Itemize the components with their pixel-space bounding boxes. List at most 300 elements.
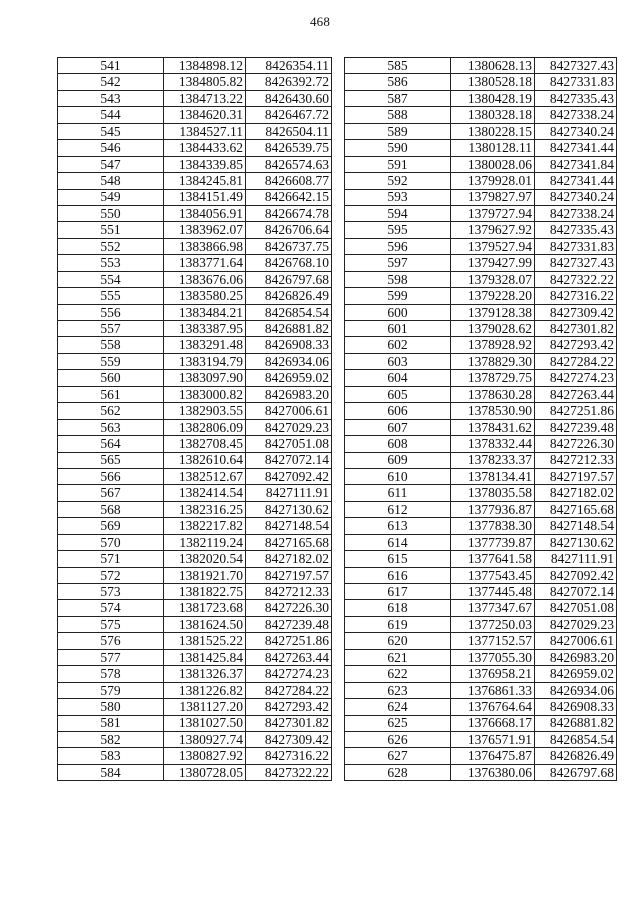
table-row bbox=[345, 288, 617, 304]
point-number-cell: 627 bbox=[345, 748, 451, 764]
point-number-cell: 589 bbox=[345, 123, 451, 139]
table-row bbox=[58, 567, 332, 583]
x-coordinate-cell: 1377543.45 bbox=[451, 567, 535, 583]
table-row bbox=[58, 156, 332, 172]
table-row bbox=[58, 715, 332, 731]
y-coordinate-cell: 8426504.11 bbox=[246, 123, 332, 139]
point-number-cell: 552 bbox=[58, 238, 164, 254]
table-row bbox=[58, 386, 332, 402]
x-coordinate-cell: 1382217.82 bbox=[164, 518, 246, 534]
point-number-cell: 563 bbox=[58, 419, 164, 435]
y-coordinate-cell: 8427322.22 bbox=[246, 764, 332, 780]
point-number-cell: 571 bbox=[58, 551, 164, 567]
y-coordinate-cell: 8427284.22 bbox=[535, 353, 617, 369]
point-number-cell: 570 bbox=[58, 534, 164, 550]
point-number-cell: 612 bbox=[345, 501, 451, 517]
point-number-cell: 555 bbox=[58, 288, 164, 304]
table-row bbox=[345, 649, 617, 665]
x-coordinate-cell: 1379827.97 bbox=[451, 189, 535, 205]
y-coordinate-cell: 8426797.68 bbox=[535, 764, 617, 780]
x-coordinate-cell: 1383771.64 bbox=[164, 255, 246, 271]
table-row bbox=[58, 551, 332, 567]
x-coordinate-cell: 1377445.48 bbox=[451, 584, 535, 600]
x-coordinate-cell: 1383580.25 bbox=[164, 288, 246, 304]
point-number-cell: 566 bbox=[58, 468, 164, 484]
y-coordinate-cell: 8427316.22 bbox=[246, 748, 332, 764]
point-number-cell: 542 bbox=[58, 74, 164, 90]
point-number-cell: 544 bbox=[58, 107, 164, 123]
table-row bbox=[345, 764, 617, 780]
table-row bbox=[58, 633, 332, 649]
y-coordinate-cell: 8427322.22 bbox=[535, 271, 617, 287]
point-number-cell: 598 bbox=[345, 271, 451, 287]
table-row bbox=[58, 90, 332, 106]
table-row bbox=[58, 255, 332, 271]
table-row bbox=[58, 304, 332, 320]
point-number-cell: 585 bbox=[345, 58, 451, 74]
x-coordinate-cell: 1376861.33 bbox=[451, 682, 535, 698]
y-coordinate-cell: 8426539.75 bbox=[246, 140, 332, 156]
y-coordinate-cell: 8427072.14 bbox=[246, 452, 332, 468]
table-row bbox=[345, 534, 617, 550]
table-row bbox=[345, 140, 617, 156]
y-coordinate-cell: 8427182.02 bbox=[246, 551, 332, 567]
point-number-cell: 626 bbox=[345, 731, 451, 747]
x-coordinate-cell: 1383000.82 bbox=[164, 386, 246, 402]
y-coordinate-cell: 8427006.61 bbox=[246, 403, 332, 419]
table-row bbox=[345, 353, 617, 369]
y-coordinate-cell: 8427239.48 bbox=[246, 616, 332, 632]
table-row bbox=[345, 633, 617, 649]
x-coordinate-cell: 1378035.58 bbox=[451, 485, 535, 501]
y-coordinate-cell: 8426908.33 bbox=[246, 337, 332, 353]
y-coordinate-cell: 8427226.30 bbox=[535, 436, 617, 452]
x-coordinate-cell: 1376958.21 bbox=[451, 666, 535, 682]
point-number-cell: 574 bbox=[58, 600, 164, 616]
table-row bbox=[345, 567, 617, 583]
point-number-cell: 579 bbox=[58, 682, 164, 698]
y-coordinate-cell: 8426574.63 bbox=[246, 156, 332, 172]
table-row bbox=[58, 452, 332, 468]
x-coordinate-cell: 1380028.06 bbox=[451, 156, 535, 172]
y-coordinate-cell: 8427309.42 bbox=[535, 304, 617, 320]
point-number-cell: 558 bbox=[58, 337, 164, 353]
point-number-cell: 557 bbox=[58, 321, 164, 337]
point-number-cell: 616 bbox=[345, 567, 451, 583]
point-number-cell: 569 bbox=[58, 518, 164, 534]
y-coordinate-cell: 8427148.54 bbox=[535, 518, 617, 534]
table-row bbox=[345, 616, 617, 632]
table-row bbox=[345, 452, 617, 468]
x-coordinate-cell: 1380128.11 bbox=[451, 140, 535, 156]
table-row bbox=[345, 337, 617, 353]
y-coordinate-cell: 8427293.42 bbox=[535, 337, 617, 353]
y-coordinate-cell: 8426737.75 bbox=[246, 238, 332, 254]
x-coordinate-cell: 1380728.05 bbox=[164, 764, 246, 780]
x-coordinate-cell: 1381723.68 bbox=[164, 600, 246, 616]
point-number-cell: 599 bbox=[345, 288, 451, 304]
y-coordinate-cell: 8426854.54 bbox=[535, 731, 617, 747]
y-coordinate-cell: 8427072.14 bbox=[535, 584, 617, 600]
table-row bbox=[345, 123, 617, 139]
x-coordinate-cell: 1384339.85 bbox=[164, 156, 246, 172]
x-coordinate-cell: 1384245.81 bbox=[164, 173, 246, 189]
y-coordinate-cell: 8427341.44 bbox=[535, 140, 617, 156]
table-row bbox=[58, 123, 332, 139]
table-row bbox=[58, 518, 332, 534]
table-row bbox=[58, 58, 332, 74]
table-row bbox=[345, 107, 617, 123]
point-number-cell: 606 bbox=[345, 403, 451, 419]
y-coordinate-cell: 8426959.02 bbox=[535, 666, 617, 682]
x-coordinate-cell: 1378233.37 bbox=[451, 452, 535, 468]
table-row bbox=[58, 485, 332, 501]
page-number: 468 bbox=[309, 14, 331, 29]
point-number-cell: 576 bbox=[58, 633, 164, 649]
x-coordinate-cell: 1379427.99 bbox=[451, 255, 535, 271]
y-coordinate-cell: 8426608.77 bbox=[246, 173, 332, 189]
x-coordinate-cell: 1383676.06 bbox=[164, 271, 246, 287]
x-coordinate-cell: 1380628.13 bbox=[451, 58, 535, 74]
table-row bbox=[345, 255, 617, 271]
x-coordinate-cell: 1379928.01 bbox=[451, 173, 535, 189]
y-coordinate-cell: 8427316.22 bbox=[535, 288, 617, 304]
table-row bbox=[345, 715, 617, 731]
y-coordinate-cell: 8426959.02 bbox=[246, 370, 332, 386]
table-row bbox=[345, 518, 617, 534]
point-number-cell: 562 bbox=[58, 403, 164, 419]
table-row bbox=[58, 600, 332, 616]
y-coordinate-cell: 8427309.42 bbox=[246, 731, 332, 747]
x-coordinate-cell: 1381027.50 bbox=[164, 715, 246, 731]
y-coordinate-cell: 8427226.30 bbox=[246, 600, 332, 616]
x-coordinate-cell: 1380827.92 bbox=[164, 748, 246, 764]
point-number-cell: 575 bbox=[58, 616, 164, 632]
x-coordinate-cell: 1377838.30 bbox=[451, 518, 535, 534]
point-number-cell: 578 bbox=[58, 666, 164, 682]
x-coordinate-cell: 1378530.90 bbox=[451, 403, 535, 419]
x-coordinate-cell: 1380328.18 bbox=[451, 107, 535, 123]
y-coordinate-cell: 8426881.82 bbox=[246, 321, 332, 337]
x-coordinate-cell: 1379627.92 bbox=[451, 222, 535, 238]
table-row bbox=[58, 205, 332, 221]
table-row bbox=[345, 271, 617, 287]
x-coordinate-cell: 1384433.62 bbox=[164, 140, 246, 156]
y-coordinate-cell: 8426983.20 bbox=[246, 386, 332, 402]
table-row bbox=[58, 353, 332, 369]
table-row bbox=[345, 682, 617, 698]
point-number-cell: 565 bbox=[58, 452, 164, 468]
x-coordinate-cell: 1384056.91 bbox=[164, 205, 246, 221]
y-coordinate-cell: 8427111.91 bbox=[246, 485, 332, 501]
table-row bbox=[345, 584, 617, 600]
point-number-cell: 586 bbox=[345, 74, 451, 90]
point-number-cell: 541 bbox=[58, 58, 164, 74]
table-row bbox=[345, 304, 617, 320]
x-coordinate-cell: 1377152.57 bbox=[451, 633, 535, 649]
point-number-cell: 584 bbox=[58, 764, 164, 780]
table-row bbox=[345, 321, 617, 337]
y-coordinate-cell: 8427284.22 bbox=[246, 682, 332, 698]
x-coordinate-cell: 1384527.11 bbox=[164, 123, 246, 139]
x-coordinate-cell: 1379328.07 bbox=[451, 271, 535, 287]
table-row bbox=[345, 403, 617, 419]
x-coordinate-cell: 1384898.12 bbox=[164, 58, 246, 74]
point-number-cell: 619 bbox=[345, 616, 451, 632]
point-number-cell: 602 bbox=[345, 337, 451, 353]
y-coordinate-cell: 8426881.82 bbox=[535, 715, 617, 731]
y-coordinate-cell: 8427029.23 bbox=[246, 419, 332, 435]
table-row bbox=[58, 321, 332, 337]
table-row bbox=[58, 731, 332, 747]
table-row bbox=[58, 403, 332, 419]
x-coordinate-cell: 1383484.21 bbox=[164, 304, 246, 320]
point-number-cell: 554 bbox=[58, 271, 164, 287]
point-number-cell: 577 bbox=[58, 649, 164, 665]
table-row bbox=[58, 748, 332, 764]
table-row bbox=[58, 238, 332, 254]
x-coordinate-cell: 1383962.07 bbox=[164, 222, 246, 238]
table-row bbox=[345, 386, 617, 402]
x-coordinate-cell: 1379228.20 bbox=[451, 288, 535, 304]
y-coordinate-cell: 8426706.64 bbox=[246, 222, 332, 238]
point-number-cell: 582 bbox=[58, 731, 164, 747]
y-coordinate-cell: 8427301.82 bbox=[246, 715, 332, 731]
point-number-cell: 547 bbox=[58, 156, 164, 172]
x-coordinate-cell: 1381624.50 bbox=[164, 616, 246, 632]
x-coordinate-cell: 1381127.20 bbox=[164, 699, 246, 715]
table-row bbox=[58, 140, 332, 156]
point-number-cell: 613 bbox=[345, 518, 451, 534]
point-number-cell: 628 bbox=[345, 764, 451, 780]
table-row bbox=[58, 337, 332, 353]
y-coordinate-cell: 8427092.42 bbox=[535, 567, 617, 583]
table-row bbox=[58, 436, 332, 452]
table-row bbox=[58, 666, 332, 682]
table-row bbox=[345, 501, 617, 517]
y-coordinate-cell: 8426797.68 bbox=[246, 271, 332, 287]
point-number-cell: 611 bbox=[345, 485, 451, 501]
table-row bbox=[345, 551, 617, 567]
table-row bbox=[345, 485, 617, 501]
table-row bbox=[58, 534, 332, 550]
y-coordinate-cell: 8426983.20 bbox=[535, 649, 617, 665]
point-number-cell: 605 bbox=[345, 386, 451, 402]
y-coordinate-cell: 8427263.44 bbox=[535, 386, 617, 402]
x-coordinate-cell: 1383387.95 bbox=[164, 321, 246, 337]
y-coordinate-cell: 8426354.11 bbox=[246, 58, 332, 74]
y-coordinate-cell: 8427263.44 bbox=[246, 649, 332, 665]
table-row bbox=[345, 731, 617, 747]
y-coordinate-cell: 8427335.43 bbox=[535, 90, 617, 106]
point-number-cell: 548 bbox=[58, 173, 164, 189]
x-coordinate-cell: 1377347.67 bbox=[451, 600, 535, 616]
point-number-cell: 550 bbox=[58, 205, 164, 221]
y-coordinate-cell: 8426430.60 bbox=[246, 90, 332, 106]
y-coordinate-cell: 8427006.61 bbox=[535, 633, 617, 649]
x-coordinate-cell: 1382119.24 bbox=[164, 534, 246, 550]
table-row bbox=[58, 107, 332, 123]
x-coordinate-cell: 1384805.82 bbox=[164, 74, 246, 90]
table-row bbox=[58, 222, 332, 238]
y-coordinate-cell: 8427212.33 bbox=[535, 452, 617, 468]
y-coordinate-cell: 8427165.68 bbox=[535, 501, 617, 517]
point-number-cell: 609 bbox=[345, 452, 451, 468]
point-number-cell: 615 bbox=[345, 551, 451, 567]
y-coordinate-cell: 8426934.06 bbox=[535, 682, 617, 698]
point-number-cell: 620 bbox=[345, 633, 451, 649]
x-coordinate-cell: 1381822.75 bbox=[164, 584, 246, 600]
point-number-cell: 625 bbox=[345, 715, 451, 731]
y-coordinate-cell: 8427239.48 bbox=[535, 419, 617, 435]
point-number-cell: 567 bbox=[58, 485, 164, 501]
table-row bbox=[58, 468, 332, 484]
x-coordinate-cell: 1380927.74 bbox=[164, 731, 246, 747]
x-coordinate-cell: 1376380.06 bbox=[451, 764, 535, 780]
point-number-cell: 610 bbox=[345, 468, 451, 484]
table-row bbox=[345, 222, 617, 238]
table-row bbox=[58, 173, 332, 189]
x-coordinate-cell: 1379128.38 bbox=[451, 304, 535, 320]
y-coordinate-cell: 8426392.72 bbox=[246, 74, 332, 90]
x-coordinate-cell: 1376571.91 bbox=[451, 731, 535, 747]
point-number-cell: 553 bbox=[58, 255, 164, 271]
x-coordinate-cell: 1382708.45 bbox=[164, 436, 246, 452]
y-coordinate-cell: 8427340.24 bbox=[535, 123, 617, 139]
table-row bbox=[58, 419, 332, 435]
table-row bbox=[58, 189, 332, 205]
point-number-cell: 614 bbox=[345, 534, 451, 550]
point-number-cell: 618 bbox=[345, 600, 451, 616]
x-coordinate-cell: 1381326.37 bbox=[164, 666, 246, 682]
table-row bbox=[345, 58, 617, 74]
y-coordinate-cell: 8426908.33 bbox=[535, 699, 617, 715]
point-number-cell: 587 bbox=[345, 90, 451, 106]
table-row bbox=[58, 616, 332, 632]
point-number-cell: 593 bbox=[345, 189, 451, 205]
table-row bbox=[58, 682, 332, 698]
y-coordinate-cell: 8427148.54 bbox=[246, 518, 332, 534]
point-number-cell: 594 bbox=[345, 205, 451, 221]
x-coordinate-cell: 1377936.87 bbox=[451, 501, 535, 517]
point-number-cell: 621 bbox=[345, 649, 451, 665]
x-coordinate-cell: 1380228.15 bbox=[451, 123, 535, 139]
point-number-cell: 617 bbox=[345, 584, 451, 600]
table-row bbox=[345, 90, 617, 106]
point-number-cell: 603 bbox=[345, 353, 451, 369]
y-coordinate-cell: 8427251.86 bbox=[535, 403, 617, 419]
y-coordinate-cell: 8426768.10 bbox=[246, 255, 332, 271]
table-row bbox=[58, 271, 332, 287]
x-coordinate-cell: 1378431.62 bbox=[451, 419, 535, 435]
coordinates-table-left bbox=[57, 57, 332, 781]
y-coordinate-cell: 8427212.33 bbox=[246, 584, 332, 600]
point-number-cell: 604 bbox=[345, 370, 451, 386]
point-number-cell: 597 bbox=[345, 255, 451, 271]
point-number-cell: 624 bbox=[345, 699, 451, 715]
table-row bbox=[345, 238, 617, 254]
y-coordinate-cell: 8427197.57 bbox=[246, 567, 332, 583]
coordinates-table-right bbox=[344, 57, 617, 781]
y-coordinate-cell: 8426854.54 bbox=[246, 304, 332, 320]
point-number-cell: 549 bbox=[58, 189, 164, 205]
point-number-cell: 595 bbox=[345, 222, 451, 238]
y-coordinate-cell: 8426674.78 bbox=[246, 205, 332, 221]
x-coordinate-cell: 1381525.22 bbox=[164, 633, 246, 649]
point-number-cell: 608 bbox=[345, 436, 451, 452]
y-coordinate-cell: 8427327.43 bbox=[535, 255, 617, 271]
y-coordinate-cell: 8427301.82 bbox=[535, 321, 617, 337]
point-number-cell: 607 bbox=[345, 419, 451, 435]
y-coordinate-cell: 8427251.86 bbox=[246, 633, 332, 649]
table-row bbox=[345, 74, 617, 90]
point-number-cell: 596 bbox=[345, 238, 451, 254]
y-coordinate-cell: 8427165.68 bbox=[246, 534, 332, 550]
point-number-cell: 545 bbox=[58, 123, 164, 139]
x-coordinate-cell: 1382610.64 bbox=[164, 452, 246, 468]
point-number-cell: 560 bbox=[58, 370, 164, 386]
x-coordinate-cell: 1384620.31 bbox=[164, 107, 246, 123]
y-coordinate-cell: 8427274.23 bbox=[246, 666, 332, 682]
x-coordinate-cell: 1381226.82 bbox=[164, 682, 246, 698]
y-coordinate-cell: 8426826.49 bbox=[246, 288, 332, 304]
y-coordinate-cell: 8427197.57 bbox=[535, 468, 617, 484]
x-coordinate-cell: 1382903.55 bbox=[164, 403, 246, 419]
x-coordinate-cell: 1384151.49 bbox=[164, 189, 246, 205]
point-number-cell: 580 bbox=[58, 699, 164, 715]
point-number-cell: 551 bbox=[58, 222, 164, 238]
point-number-cell: 561 bbox=[58, 386, 164, 402]
x-coordinate-cell: 1383291.48 bbox=[164, 337, 246, 353]
table-row bbox=[345, 748, 617, 764]
table-row bbox=[345, 436, 617, 452]
x-coordinate-cell: 1376475.87 bbox=[451, 748, 535, 764]
x-coordinate-cell: 1378829.30 bbox=[451, 353, 535, 369]
y-coordinate-cell: 8427327.43 bbox=[535, 58, 617, 74]
x-coordinate-cell: 1380528.18 bbox=[451, 74, 535, 90]
x-coordinate-cell: 1380428.19 bbox=[451, 90, 535, 106]
point-number-cell: 622 bbox=[345, 666, 451, 682]
point-number-cell: 601 bbox=[345, 321, 451, 337]
point-number-cell: 573 bbox=[58, 584, 164, 600]
x-coordinate-cell: 1377250.03 bbox=[451, 616, 535, 632]
x-coordinate-cell: 1382020.54 bbox=[164, 551, 246, 567]
point-number-cell: 559 bbox=[58, 353, 164, 369]
point-number-cell: 590 bbox=[345, 140, 451, 156]
table-row bbox=[345, 156, 617, 172]
x-coordinate-cell: 1382806.09 bbox=[164, 419, 246, 435]
y-coordinate-cell: 8426826.49 bbox=[535, 748, 617, 764]
point-number-cell: 592 bbox=[345, 173, 451, 189]
point-number-cell: 556 bbox=[58, 304, 164, 320]
x-coordinate-cell: 1381425.84 bbox=[164, 649, 246, 665]
point-number-cell: 546 bbox=[58, 140, 164, 156]
table-row bbox=[345, 600, 617, 616]
table-row bbox=[58, 74, 332, 90]
y-coordinate-cell: 8427340.24 bbox=[535, 189, 617, 205]
y-coordinate-cell: 8427130.62 bbox=[246, 501, 332, 517]
x-coordinate-cell: 1377739.87 bbox=[451, 534, 535, 550]
x-coordinate-cell: 1378332.44 bbox=[451, 436, 535, 452]
table-row bbox=[58, 764, 332, 780]
table-row bbox=[345, 173, 617, 189]
x-coordinate-cell: 1377641.58 bbox=[451, 551, 535, 567]
y-coordinate-cell: 8427182.02 bbox=[535, 485, 617, 501]
table-row bbox=[58, 501, 332, 517]
x-coordinate-cell: 1382316.25 bbox=[164, 501, 246, 517]
y-coordinate-cell: 8427130.62 bbox=[535, 534, 617, 550]
x-coordinate-cell: 1384713.22 bbox=[164, 90, 246, 106]
